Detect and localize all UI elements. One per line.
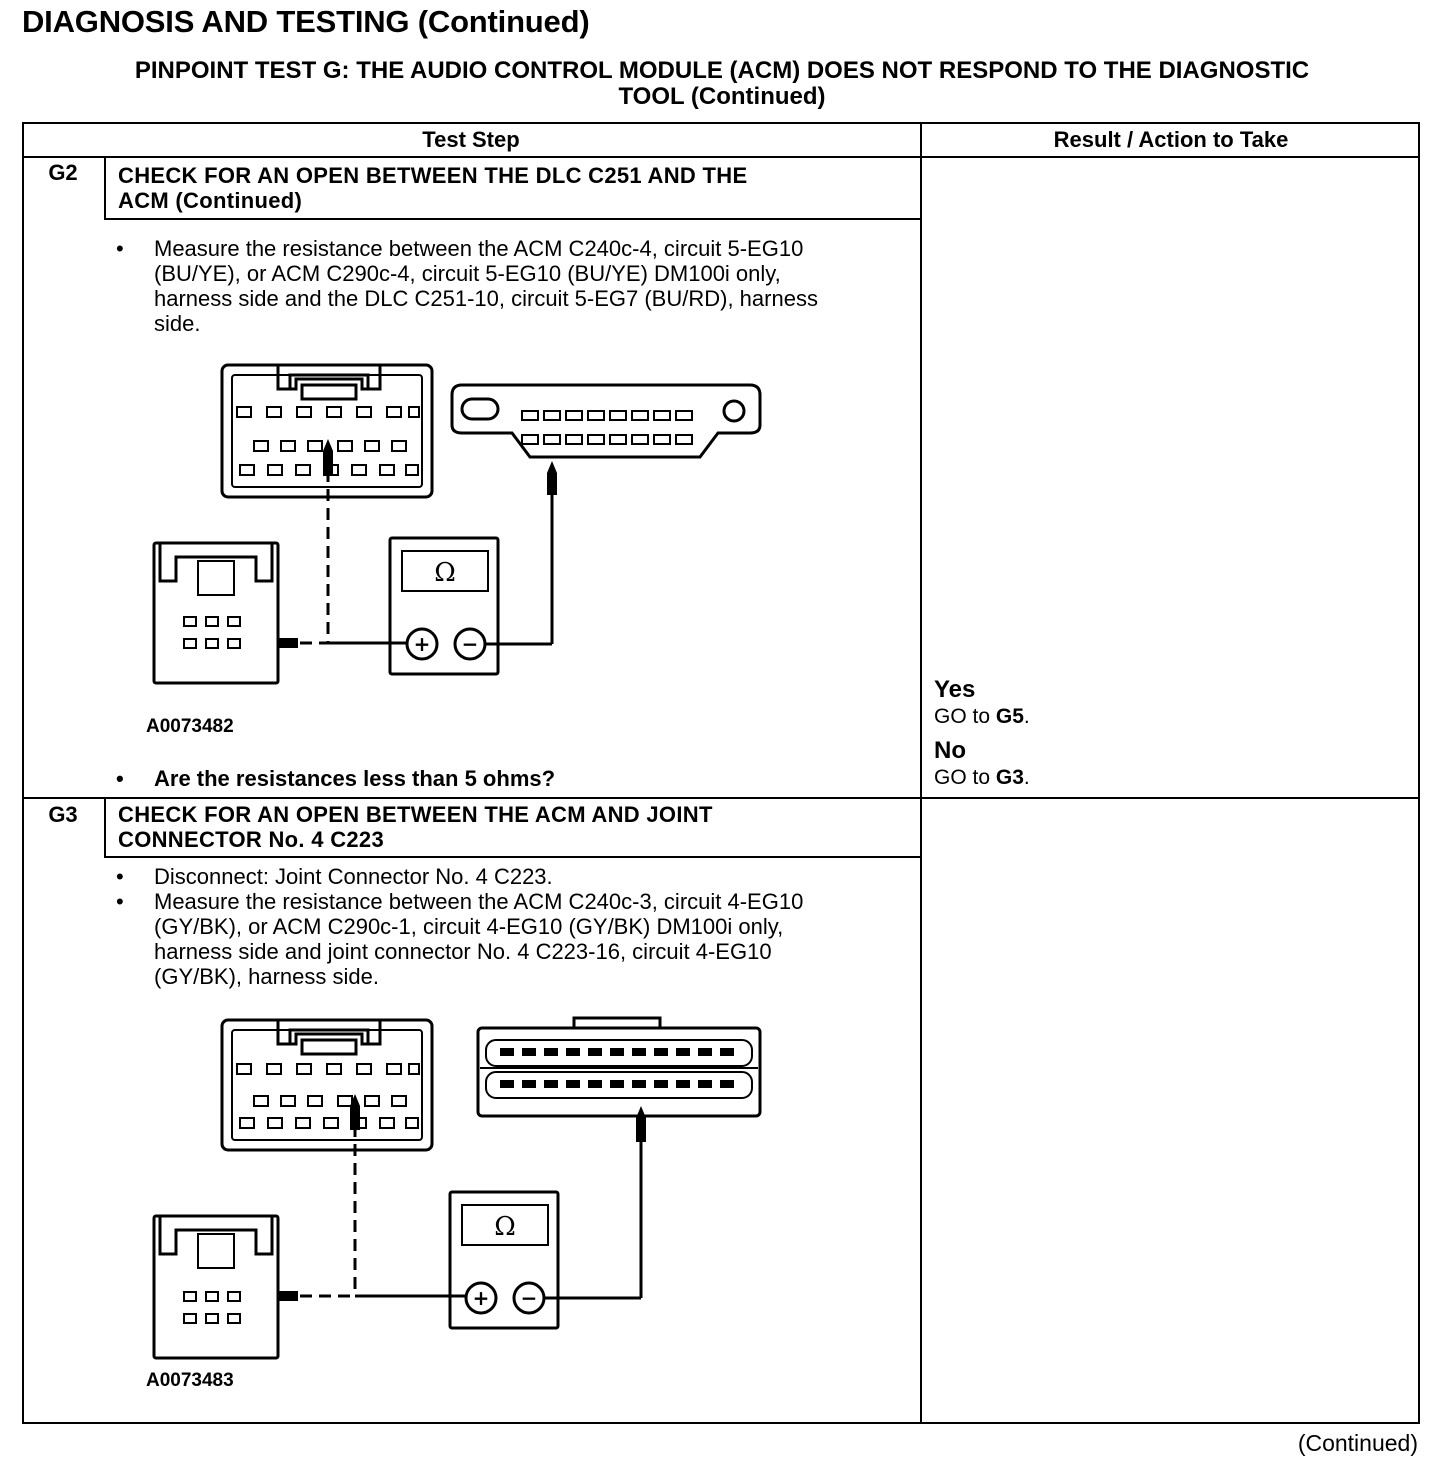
result-yes-target[interactable]: G5: [995, 705, 1024, 728]
joint-connector-c223-icon: [478, 1018, 760, 1116]
acm-c240c-connector-icon: [222, 1020, 432, 1150]
c223-pin-row-upper: [500, 1048, 734, 1056]
result-no-target[interactable]: G3: [995, 766, 1024, 789]
g2-question: • Are the resistances less than 5 ohms?: [112, 766, 902, 791]
g3-instruction-1: • Disconnect: Joint Connector No. 4 C223.: [112, 864, 852, 889]
header-result: Result / Action to Take: [1053, 127, 1289, 152]
result-no-action: [934, 766, 1030, 790]
g3-id-divider: [104, 797, 106, 858]
result-no-prefix: GO to: [934, 766, 996, 789]
result-no-label: No: [934, 737, 966, 764]
g2-instruction: • Measure the resistance between the ACM C240c-4, circuit 5-EG10 (BU/YE), or ACM C290c-4, circuit 5-EG10 (BU/YE) DM100i only, harness side and the DLC C251-10, circuit 5-EG7 (BU/RD), harness side.: [112, 236, 852, 336]
step-title-g3-line-1: CHECK FOR AN OPEN BETWEEN THE ACM AND JOINT: [118, 802, 713, 827]
g3-wiring-diagram: [140, 1010, 780, 1370]
g2-question-list: [112, 766, 902, 791]
g2-wiring-diagram: [140, 355, 780, 695]
c223-pin-row-lower: [500, 1080, 734, 1088]
row-rule: [22, 797, 1420, 799]
test-leads: [300, 1106, 641, 1298]
result-yes-label: Yes: [934, 676, 976, 703]
figure-id-g3: A0073483: [146, 1370, 234, 1391]
test-title-line-2: TOOL (Continued): [618, 83, 826, 110]
figure-id-g2: A0073482: [146, 716, 234, 737]
positive-terminal: +: [472, 1286, 490, 1310]
header-test-step: Test Step: [422, 127, 520, 152]
pinpoint-test-title: [22, 58, 1422, 110]
probe-tips: [278, 1094, 646, 1301]
g3-instruction-2: • Measure the resistance between the ACM C240c-3, circuit 4-EG10 (GY/BK), or ACM C290c-1, circuit 4-EG10 (GY/BK) DM100i only, harness side and joint connector No. 4 C223-16, circuit 4-EG10 (GY/BK), harness side.: [112, 889, 852, 989]
result-yes-prefix: GO to: [934, 705, 996, 728]
negative-terminal: −: [520, 1286, 538, 1310]
ohm-symbol: Ω: [494, 1212, 516, 1242]
step-title-g3-line-2: CONNECTOR No. 4 C223: [118, 827, 384, 852]
negative-terminal: −: [461, 632, 479, 656]
footer-continued: (Continued): [1297, 1430, 1418, 1456]
g2-instructions: [112, 236, 852, 336]
step-title-g2-line-2: ACM (Continued): [118, 188, 303, 213]
g2-title-rule: [104, 218, 922, 220]
g3-title-rule: [104, 856, 922, 858]
step-title-g2-line-1: CHECK FOR AN OPEN BETWEEN THE DLC C251 AND THE: [118, 163, 748, 188]
result-yes-suffix: .: [1023, 705, 1030, 728]
acm-c290c-connector-icon: [154, 1216, 278, 1358]
header-rule: [22, 156, 1420, 158]
step-title-g3: [118, 802, 908, 852]
step-id-g2: G2: [48, 160, 78, 185]
column-divider: [920, 122, 922, 1424]
g3-instructions: [112, 864, 852, 989]
result-yes-action: [934, 705, 1030, 729]
test-leads: [300, 451, 552, 644]
g2-id-divider: [104, 156, 106, 220]
test-title-line-1: PINPOINT TEST G: THE AUDIO CONTROL MODULE (ACM) DOES NOT RESPOND TO THE DIAGNOSTIC: [134, 57, 1310, 84]
positive-terminal: +: [413, 632, 431, 656]
result-no-suffix: .: [1023, 766, 1030, 789]
page-title: DIAGNOSIS AND TESTING (Continued): [22, 4, 590, 39]
step-id-g3: G3: [48, 802, 78, 827]
dlc-c251-connector-icon: [452, 385, 760, 457]
step-title-g2: [118, 163, 908, 213]
ohm-symbol: Ω: [434, 558, 456, 588]
acm-c290c-connector-icon: [154, 543, 278, 683]
